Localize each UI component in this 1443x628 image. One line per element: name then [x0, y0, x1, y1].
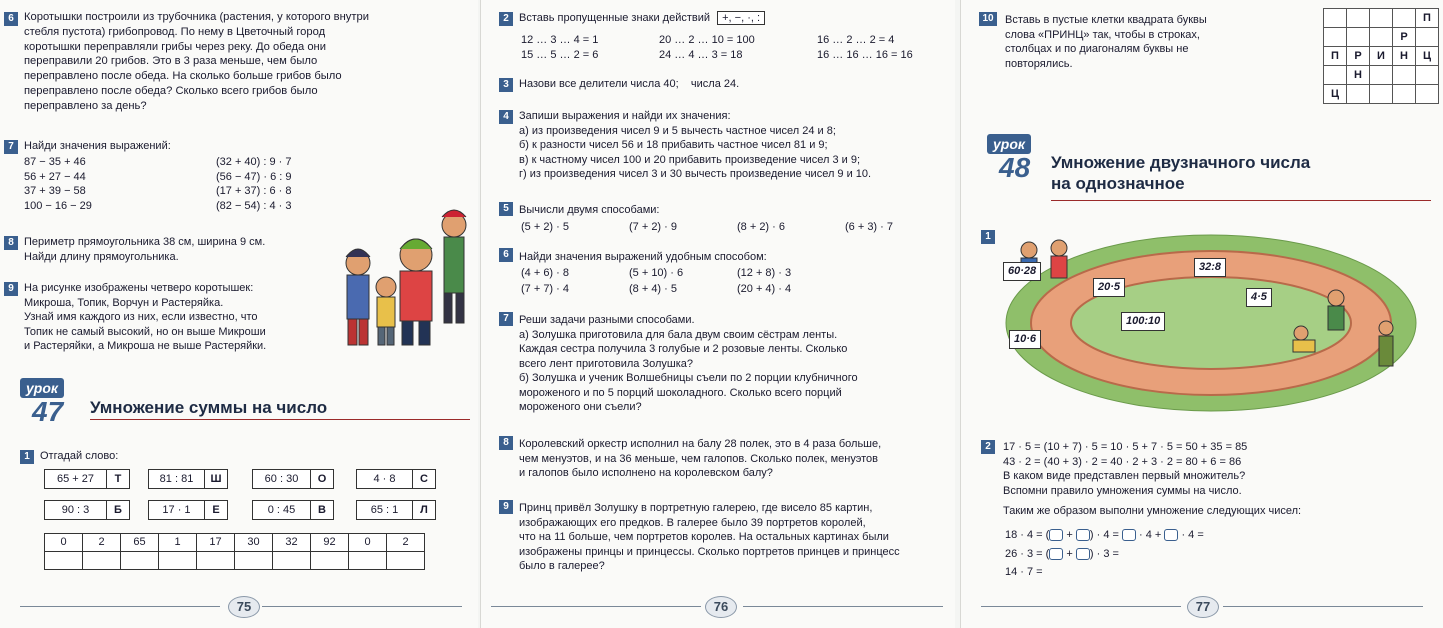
answer-cell[interactable]: [159, 552, 197, 570]
lesson-48-underline: [1051, 200, 1431, 201]
task-6-number: 6: [4, 12, 18, 26]
blank-box[interactable]: [1122, 529, 1136, 541]
riddle-box: 60 : 30 О: [252, 469, 334, 489]
task-2-number: 2: [499, 12, 513, 26]
task-7-number: 7: [499, 312, 513, 326]
task-6-expr: (5 + 10) · 6: [629, 267, 684, 279]
task-8-text: Периметр прямоугольника 38 см, ширина 9 см. Найди длину прямоугольника.: [24, 236, 266, 263]
task-4-number: 4: [499, 110, 513, 124]
riddle-box: 65 + 27 Т: [44, 469, 130, 489]
task-1-title: Отгадай слово:: [40, 450, 119, 462]
task-2-expr: 16 … 16 … 16 = 16: [817, 49, 913, 61]
task-6-expr: (7 + 7) · 4: [521, 283, 569, 295]
exercise-14x7: 14 · 7 =: [1005, 566, 1043, 578]
footer-rule-left: [20, 606, 220, 607]
track-sign: 60·28: [1003, 262, 1041, 281]
task-6-text: Коротышки построили из трубочника (растения, у которого внутри стебля пустота) грибопровод. По нему в Цветочный город коротышки переправляли грибы через реку. До обеда они переправили 20 грибов. Это в 3 раза меньше, чем было переправлено после обеда. На сколько больше грибов было переправлено после обеда? Сколько всего грибов было переправлено за день?: [24, 11, 369, 112]
four-shorties-illustration: [340, 205, 475, 355]
task-7-right-col: (32 + 40) : 9 · 7 (56 − 47) · 6 : 9 (17 + 37) : 6 · 8 (82 − 54) : 4 · 3: [216, 156, 292, 212]
answer-cell[interactable]: [311, 552, 349, 570]
answer-cell[interactable]: [273, 552, 311, 570]
task-6-expr: (12 + 8) · 3: [737, 267, 792, 279]
task-7-text: Реши задачи разными способами. а) Золушка приготовила для бала двум своим сёстрам ленты. Каждая сестра получила 3 голубые и 2 розовые ленты. Сколько всего лент приготовила Золушка? б) Золушка и ученик Волшебницы съели по 2 порции клубничного мороженого и по 5 порций шоколадного. Сколько всего порций мороженого они съели?: [519, 314, 858, 414]
footer-rule-left: [491, 606, 701, 607]
riddle-box: 90 : 3 Б: [44, 500, 130, 520]
answer-cell[interactable]: [121, 552, 159, 570]
riddle-box: 81 : 81 Ш: [148, 469, 228, 489]
task-2-expr: 20 … 2 … 10 = 100: [659, 34, 755, 46]
page-number: 76: [705, 596, 737, 618]
task-6-title: Найди значения выражений удобным способом:: [519, 251, 767, 263]
answer-table: 0 2 65 1 17 30 32 92 0 2: [44, 533, 425, 570]
riddle-box: 65 : 1 Л: [356, 500, 436, 520]
track-sign: 32:8: [1194, 258, 1226, 277]
task-10-text: Вставь в пустые клетки квадрата буквы слова «ПРИНЦ» так, чтобы в строках, столбцах и по диагоналям буквы не повторялись.: [1005, 14, 1207, 70]
task-2-expr: 15 … 5 … 2 = 6: [521, 49, 599, 61]
running-track-illustration: [1001, 228, 1421, 418]
answer-cell[interactable]: [349, 552, 387, 570]
blank-box[interactable]: [1049, 548, 1063, 560]
answer-cell[interactable]: [235, 552, 273, 570]
task-8-number: 8: [499, 436, 513, 450]
task-2-title: Вставь пропущенные знаки действий +, −, ·, :: [519, 11, 765, 26]
footer-rule-left: [981, 606, 1181, 607]
track-sign: 4·5: [1246, 288, 1272, 307]
exercise-18x4: 18 · 4 = ( + ) · 4 = · 4 + · 4 =: [1005, 529, 1204, 541]
page-number: 77: [1187, 596, 1219, 618]
track-sign: 100:10: [1121, 312, 1165, 331]
task-8-number: 8: [4, 236, 18, 250]
task-5-expr: (8 + 2) · 6: [737, 221, 785, 233]
answer-cell[interactable]: [387, 552, 425, 570]
task-2-expr: 24 … 4 … 3 = 18: [659, 49, 743, 61]
task-9-number: 9: [4, 282, 18, 296]
riddle-box: 0 : 45 В: [252, 500, 334, 520]
page-76: [480, 0, 955, 628]
track-graphic: [1001, 228, 1421, 418]
task-1-number: 1: [20, 450, 34, 464]
track-sign: 20·5: [1093, 278, 1125, 297]
task-9-text: На рисунке изображены четверо коротышек: Микроша, Топик, Ворчун и Растеряйка. Узнай имя каждого из них, если известно, что Топик не самый высокий, но он выше Микроши и Растеряйки, а Микроша не выше Растеряйки.: [24, 282, 267, 353]
task-5-title: Вычисли двумя способами:: [519, 204, 660, 216]
footer-rule-right: [743, 606, 943, 607]
task-10-number: 10: [979, 12, 997, 26]
answer-cell[interactable]: [45, 552, 83, 570]
task-9-number: 9: [499, 500, 513, 514]
task-5-number: 5: [499, 202, 513, 216]
task-7-number: 7: [4, 140, 18, 154]
task-5-expr: (6 + 3) · 7: [845, 221, 893, 233]
task-7-left-col: 87 − 35 + 46 56 + 27 − 44 37 + 39 − 58 100 − 16 − 29: [24, 156, 92, 212]
task-7-title: Найди значения выражений:: [24, 140, 171, 152]
task-2-expr: 16 … 2 … 2 = 4: [817, 34, 895, 46]
task-2-expr: 12 … 3 … 4 = 1: [521, 34, 599, 46]
blank-box[interactable]: [1164, 529, 1178, 541]
page-77: [960, 0, 1443, 628]
riddle-box: 4 · 8 С: [356, 469, 436, 489]
task-3-number: 3: [499, 78, 513, 92]
task-2-text: 17 · 5 = (10 + 7) · 5 = 10 · 5 + 7 · 5 = 50 + 35 = 85 43 · 2 = (40 + 3) · 2 = 40 · 2 + 3 · 2 = 80 + 6 = 86 В каком виде представлен первый множитель? Вспомни правило умножения суммы на число. Таким же образом выполни умножение следующих чисел:: [1003, 441, 1302, 518]
task-8-text: Королевский оркестр исполнил на балу 28 полек, это в 4 раза больше, чем менуэтов, и на 36 меньше, чем галопов. Сколько полек, менуэтов и галопов было исполнено на королевском балу?: [519, 438, 882, 480]
blank-box[interactable]: [1049, 529, 1063, 541]
task-6-number: 6: [499, 248, 513, 262]
task-4-text: Запиши выражения и найди их значения: а) из произведения чисел 9 и 5 вычесть частное чисел 24 и 8; б) к разности чисел 56 и 18 прибавить частное чисел 81 и 9; в) к частному чисел 100 и 20 прибавить произведение чисел 3 и 9; г) из произведения чисел 3 и 30 вычесть произведение чисел 9 и 10.: [519, 110, 872, 181]
lesson-48-badge: урок 48: [987, 134, 1057, 182]
lesson-47-title: Умножение суммы на число: [90, 398, 328, 417]
task-3-text: Назови все делители числа 40; числа 24.: [519, 78, 740, 90]
exercise-26x3: 26 · 3 = ( + ) · 3 =: [1005, 548, 1119, 560]
task-5-expr: (5 + 2) · 5: [521, 221, 569, 233]
lesson-47-badge: урок 47: [20, 378, 90, 426]
blank-box[interactable]: [1076, 548, 1090, 560]
lesson-47-underline: [90, 419, 470, 420]
task-6-expr: (20 + 4) · 4: [737, 283, 792, 295]
answer-cell[interactable]: [83, 552, 121, 570]
task-5-expr: (7 + 2) · 9: [629, 221, 677, 233]
footer-rule-right: [1223, 606, 1423, 607]
task-1-number: 1: [981, 230, 995, 244]
task-9-text: Принц привёл Золушку в портретную галерею, где висело 85 картин, изображающих его предков. В галерее было 39 портретов королей, что на 11 больше, чем портретов королев. На остальных картинах были изображены принцы и принцессы. Сколько портретов принцев и принцесс было в галерее?: [519, 502, 900, 573]
footer-rule-right: [262, 606, 462, 607]
prince-letter-grid: П Р П Р И Н Ц Н Ц: [1323, 8, 1439, 104]
task-2-number: 2: [981, 440, 995, 454]
task-6-expr: (8 + 4) · 5: [629, 283, 677, 295]
blank-box[interactable]: [1076, 529, 1090, 541]
page-number: 75: [228, 596, 260, 618]
page-75: [0, 0, 478, 628]
signs-box: +, −, ·, :: [717, 11, 765, 25]
lesson-48-title: Умножение двузначного числа на однозначное: [1051, 153, 1311, 194]
track-sign: 10·6: [1009, 330, 1041, 349]
answer-cell[interactable]: [197, 552, 235, 570]
task-6-expr: (4 + 6) · 8: [521, 267, 569, 279]
riddle-box: 17 · 1 Е: [148, 500, 228, 520]
